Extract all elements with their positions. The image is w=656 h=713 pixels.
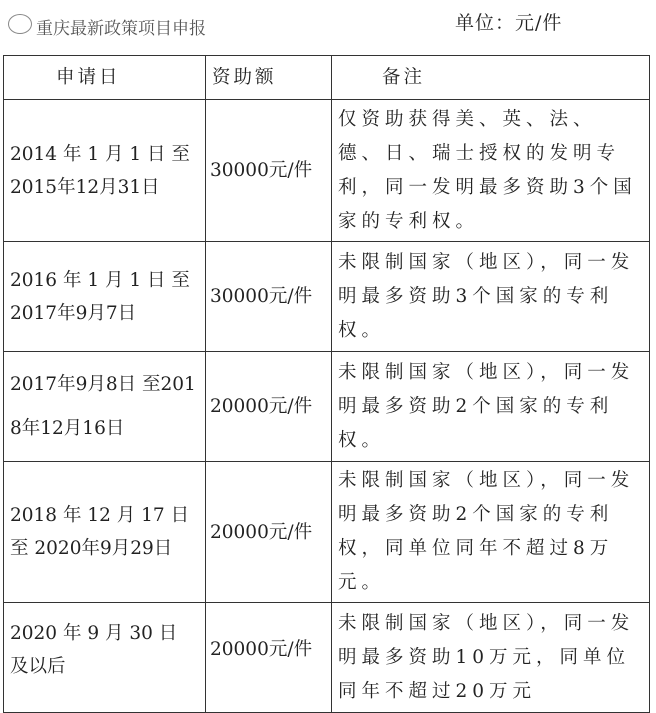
date-cell: 2020 年 9 月 30 日 及以后 [4, 603, 206, 713]
watermark: 重庆最新政策项目申报 [36, 19, 206, 39]
note-cell: 仅资助获得美、英、法、德、日、瑞士授权的发明专利，同一发明最多资助3个国家的专利权。 [332, 100, 650, 242]
table-header [4, 56, 650, 100]
header-date: 申请日 [4, 56, 206, 100]
amount-cell: 20000元/件 [206, 462, 332, 603]
amount-cell: 30000元/件 [206, 242, 332, 352]
note-cell: 未限制国家（地区），同一发明最多资助10万元，同单位同年不超过20万元 [332, 603, 650, 713]
table-row [4, 462, 650, 603]
table-row [4, 352, 650, 462]
table-row [4, 100, 650, 242]
note-cell: 未限制国家（地区），同一发明最多资助3个国家的专利权。 [332, 242, 650, 352]
subsidy-table [3, 55, 650, 713]
table-row [4, 603, 650, 713]
date-cell: 2017年9月8日 至2018年12月16日 [4, 352, 206, 462]
amount-cell: 20000元/件 [206, 352, 332, 462]
date-cell: 2016 年 1 月 1 日 至 2017年9月7日 [4, 242, 206, 352]
date-cell: 2018 年 12 月 17 日 至 2020年9月29日 [4, 462, 206, 603]
header-note: 备注 [332, 56, 650, 100]
header-amount: 资助额 [206, 56, 332, 100]
table-row [4, 242, 650, 352]
unit-label: 单位：元/件 [455, 12, 563, 34]
note-cell: 未限制国家（地区），同一发明最多资助2个国家的专利权，同单位同年不超过8万元。 [332, 462, 650, 603]
date-cell: 2014 年 1 月 1 日 至 2015年12月31日 [4, 100, 206, 242]
note-cell: 未限制国家（地区），同一发明最多资助2个国家的专利权。 [332, 352, 650, 462]
amount-cell: 20000元/件 [206, 603, 332, 713]
wechat-logo-icon [8, 14, 32, 34]
amount-cell: 30000元/件 [206, 100, 332, 242]
